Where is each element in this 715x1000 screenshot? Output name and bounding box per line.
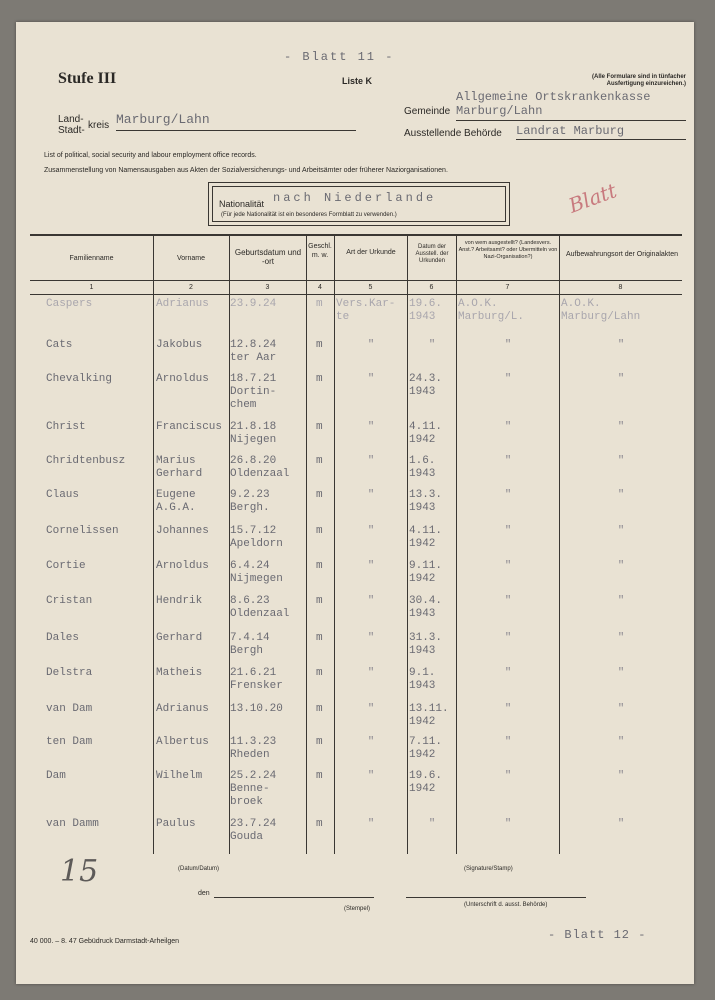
stufe-title: Stufe III <box>58 70 117 87</box>
row-9-ort: " <box>617 595 625 607</box>
row-1-first: Adrianus <box>156 298 209 310</box>
row-10-birth: 7.4.14 Bergh <box>230 632 270 657</box>
row-13-birth: 11.3.23 Rheden <box>230 736 277 761</box>
handwritten-count: 15 <box>60 854 99 889</box>
row-11-first: Matheis <box>156 667 203 679</box>
row-10-datum: 31.3. 1943 <box>409 632 443 657</box>
stempel-caption: (Stempel) <box>344 906 371 912</box>
description-german: Zusammenstellung von Namensausgaben aus Akten der Sozialversicherungs- und Arbeitsämter oder früherer Naziorganisationen. <box>44 167 448 174</box>
row-10-name: Dales <box>46 632 80 644</box>
row-2-von: " <box>504 339 512 351</box>
row-7-art: " <box>367 525 375 537</box>
col-num-6: 6 <box>429 284 434 291</box>
row-9-von: " <box>504 595 512 607</box>
row-3-birth: 18.7.21 Dortin- chem <box>230 373 277 411</box>
row-12-art: " <box>367 703 375 715</box>
nationality-box <box>208 182 510 226</box>
row-6-von: " <box>504 489 512 501</box>
row-11-name: Delstra <box>46 667 93 679</box>
row-1-datum: 19.6. 1943 <box>409 298 443 323</box>
col-header-art: Art der Urkunde <box>346 249 396 256</box>
behoerde-label: Ausstellende Behörde <box>404 128 502 139</box>
gemeinde-value-line2: Marburg/Lahn <box>456 104 543 118</box>
row-9-art: " <box>367 595 375 607</box>
col-header-geschlecht: Geschl. m. w. <box>308 243 332 259</box>
row-6-first: Eugene A.G.A. <box>156 489 196 514</box>
row-9-first: Hendrik <box>156 595 203 607</box>
forms-note <box>526 74 686 88</box>
row-2-first: Jakobus <box>156 339 203 351</box>
landkreis-label <box>58 114 85 136</box>
row-6-ort: " <box>617 489 625 501</box>
row-14-first: Wilhelm <box>156 770 203 782</box>
row-14-name: Dam <box>46 770 66 782</box>
row-11-ort: " <box>617 667 625 679</box>
row-14-datum: 19.6. 1942 <box>409 770 443 795</box>
row-8-art: " <box>367 560 375 572</box>
row-6-name: Claus <box>46 489 80 501</box>
row-2-ort: " <box>617 339 625 351</box>
row-12-birth: 13.10.20 <box>230 703 283 715</box>
row-5-birth: 26.8.20 Oldenzaal <box>230 455 290 480</box>
row-3-sex: m <box>316 373 323 385</box>
row-4-datum: 4.11. 1942 <box>409 421 443 446</box>
row-7-name: Cornelissen <box>46 525 119 537</box>
date-place-caption: (Datum/Datum) <box>178 866 220 872</box>
col-header-datum: Datum der Ausstell. der Urkunden <box>415 244 449 264</box>
row-14-birth: 25.2.24 Benne- broek <box>230 770 277 808</box>
row-2-art: " <box>367 339 375 351</box>
col-num-5: 5 <box>368 284 373 291</box>
row-13-ort: " <box>617 736 625 748</box>
row-7-datum: 4.11. 1942 <box>409 525 443 550</box>
signature-caption: (Signature/Stamp) <box>464 866 513 872</box>
row-6-birth: 9.2.23 Bergh. <box>230 489 270 514</box>
row-11-birth: 21.6.21 Frensker <box>230 667 283 692</box>
forms-note-line1: (Alle Formulare sind in tünfacher <box>591 74 686 80</box>
row-8-von: " <box>504 560 512 572</box>
row-5-name: Chridtenbusz <box>46 455 126 467</box>
row-3-art: " <box>367 373 375 385</box>
row-5-ort: " <box>617 455 625 467</box>
row-14-sex: m <box>316 770 323 782</box>
gemeinde-label: Gemeinde <box>404 106 451 117</box>
row-11-von: " <box>504 667 512 679</box>
row-1-von: A.O.K. Marburg/L. <box>458 298 525 323</box>
row-8-name: Cortie <box>46 560 86 572</box>
landkreis-label-land: Land- <box>58 114 84 125</box>
col-num-2: 2 <box>189 284 193 291</box>
row-8-first: Arnoldus <box>156 560 209 572</box>
row-4-name: Christ <box>46 421 86 433</box>
row-7-von: " <box>504 525 512 537</box>
row-9-birth: 8.6.23 Oldenzaal <box>230 595 290 620</box>
row-1-art: Vers.Kar- te <box>336 298 396 323</box>
col-header-familienname: Familienname <box>69 255 114 262</box>
row-10-art: " <box>367 632 375 644</box>
row-3-von: " <box>504 373 512 385</box>
row-9-name: Cristan <box>46 595 93 607</box>
row-15-birth: 23.7.24 Gouda <box>230 818 277 843</box>
landkreis-value: Marburg/Lahn <box>116 112 210 127</box>
nationality-label: Nationalität <box>219 199 265 209</box>
row-13-art: " <box>367 736 375 748</box>
row-12-datum: 13.11. 1942 <box>409 703 449 728</box>
row-4-von: " <box>504 421 512 433</box>
row-13-name: ten Dam <box>46 736 93 748</box>
col-num-8: 8 <box>618 284 623 291</box>
row-15-ort: " <box>617 818 625 830</box>
row-3-ort: " <box>617 373 625 385</box>
row-5-first: Marius Gerhard <box>156 455 203 480</box>
row-4-birth: 21.8.18 Nijegen <box>230 421 277 446</box>
row-12-name: van Dam <box>46 703 93 715</box>
landkreis-label-stadt: Stadt- <box>58 125 85 136</box>
row-2-sex: m <box>316 339 323 351</box>
col-header-aufbewahrungsort: Aufbewahrungsort der Originalakten <box>565 251 679 258</box>
row-14-art: " <box>367 770 375 782</box>
gemeinde-value-line1: Allgemeine Ortskrankenkasse <box>456 90 651 104</box>
row-1-ort: A.O.K. Marburg/Lahn <box>561 298 641 323</box>
row-4-sex: m <box>316 421 323 433</box>
row-12-ort: " <box>617 703 625 715</box>
row-7-sex: m <box>316 525 323 537</box>
row-11-datum: 9.1. 1943 <box>409 667 436 692</box>
row-7-ort: " <box>617 525 625 537</box>
handwritten-red-mark: Blatt <box>565 178 620 218</box>
behoerde-value: Landrat Marburg <box>516 124 625 138</box>
row-15-datum: " <box>428 818 436 830</box>
row-12-sex: m <box>316 703 323 715</box>
row-15-first: Paulus <box>156 818 196 830</box>
row-8-sex: m <box>316 560 323 572</box>
row-13-von: " <box>504 736 512 748</box>
row-15-sex: m <box>316 818 323 830</box>
row-6-sex: m <box>316 489 323 501</box>
row-3-name: Chevalking <box>46 373 113 385</box>
row-10-ort: " <box>617 632 625 644</box>
col-num-3: 3 <box>265 284 270 291</box>
liste-label: Liste K <box>342 76 373 86</box>
row-14-ort: " <box>617 770 625 782</box>
row-1-name: Caspers <box>46 298 93 310</box>
row-8-ort: " <box>617 560 625 572</box>
blatt-number-bottom: - Blatt 12 - <box>548 928 647 942</box>
row-12-first: Adrianus <box>156 703 209 715</box>
row-2-name: Cats <box>46 339 73 351</box>
row-5-von: " <box>504 455 512 467</box>
printer-imprint: 40 000. – 8. 47 Gebüdruck Darmstadt-Arheilgen <box>30 938 180 945</box>
row-2-birth: 12.8.24 ter Aar <box>230 339 277 364</box>
row-7-first: Johannes <box>156 525 209 537</box>
kreis-label: kreis <box>88 120 110 131</box>
row-11-art: " <box>367 667 375 679</box>
row-9-datum: 30.4. 1943 <box>409 595 443 620</box>
row-8-birth: 6.4.24 Nijmegen <box>230 560 283 585</box>
row-12-von: " <box>504 703 512 715</box>
row-10-von: " <box>504 632 512 644</box>
row-4-art: " <box>367 421 375 433</box>
row-5-art: " <box>367 455 375 467</box>
row-3-first: Arnoldus <box>156 373 209 385</box>
row-1-birth: 23.9.24 <box>230 298 277 310</box>
row-13-datum: 7.11. 1942 <box>409 736 443 761</box>
row-14-von: " <box>504 770 512 782</box>
col-num-1: 1 <box>89 284 94 291</box>
row-5-datum: 1.6. 1943 <box>409 455 436 480</box>
unterschrift-caption: (Unterschrift d. ausst. Behörde) <box>464 902 548 908</box>
row-4-first: Franciscus <box>156 421 223 433</box>
row-1-sex: m <box>316 298 323 310</box>
forms-note-line2: Ausfertigung einzureichen.) <box>606 81 686 87</box>
gemeinde-value <box>456 90 650 118</box>
row-15-name: van Damm <box>46 818 99 830</box>
col-num-7: 7 <box>505 284 510 291</box>
col-header-geburtsdatum: Geburtsdatum und -ort <box>234 248 302 266</box>
nationality-note: (Für jede Nationalität ist ein besonderes Formblatt zu verwenden.) <box>221 212 397 218</box>
row-15-von: " <box>504 818 512 830</box>
col-num-4: 4 <box>318 284 322 291</box>
row-6-datum: 13.3. 1943 <box>409 489 443 514</box>
row-10-sex: m <box>316 632 323 644</box>
col-header-vorname: Vorname <box>176 255 206 262</box>
row-15-art: " <box>367 818 375 830</box>
row-5-sex: m <box>316 455 323 467</box>
row-9-sex: m <box>316 595 323 607</box>
row-6-art: " <box>367 489 375 501</box>
col-header-von-wem: von wem ausgestellt? (Landesvers. Anst.? Arbeitsamt? oder Ubermitteln von Nazi-Organisation?) <box>458 240 558 260</box>
row-13-first: Albertus <box>156 736 209 748</box>
row-2-datum: " <box>428 339 436 351</box>
row-10-first: Gerhard <box>156 632 203 644</box>
row-3-datum: 24.3. 1943 <box>409 373 443 398</box>
document-sheet <box>16 22 694 984</box>
nationality-value: nach Niederlande <box>273 191 437 205</box>
blatt-number-top: - Blatt 11 - <box>284 50 395 64</box>
row-8-datum: 9.11. 1942 <box>409 560 443 585</box>
den-label: den <box>198 890 210 897</box>
row-4-ort: " <box>617 421 625 433</box>
row-13-sex: m <box>316 736 323 748</box>
row-7-birth: 15.7.12 Apeldorn <box>230 525 283 550</box>
row-11-sex: m <box>316 667 323 679</box>
description-english: List of political, social security and labour employment office records. <box>44 152 257 159</box>
